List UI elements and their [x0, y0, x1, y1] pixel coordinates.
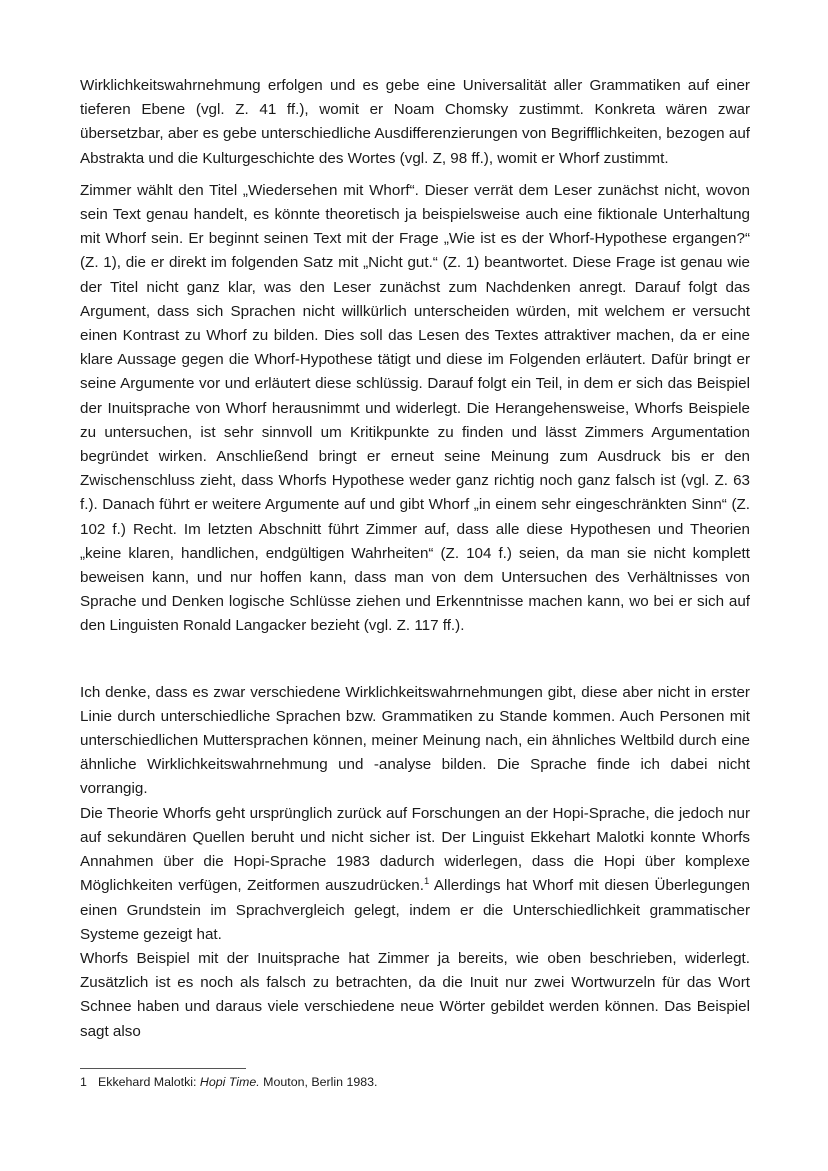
footnote	[80, 1073, 750, 1091]
paragraph-hopi	[80, 802, 750, 947]
footnote-number: 1	[80, 1075, 87, 1089]
footnote-title: Hopi Time.	[199, 1075, 260, 1089]
paragraph-structure-analysis: Zimmer wählt den Titel „Wiedersehen mit Whorf“. Dieser verrät dem Leser zunächst nicht, wovon sein Text genau handelt, es könnte theoretisch ja beispielsweise auch eine fiktionale Unterhaltung mit Whorf sein. Er beginnt seinen Text mit der Frage „Wie ist es der Whorf-Hypothese ergangen?“ (Z. 1), die er direkt im folgenden Satz mit „Nicht gut.“ (Z. 1) beantwortet. Diese Frage ist genau wie der Titel nicht ganz klar, was den Leser zunächst zum Nachdenken anregt. Darauf folgt das Argument, dass sich Sprachen nicht willkürlich unterscheiden würden, mit welchem er versucht einen Kontrast zu Whorf zu bilden. Dies soll das Lesen des Textes attraktiver machen, da er eine klare Aussage gegen die Whorf-Hypothese tätigt und diese im Folgenden erläutert. Dafür bringt er seine Argumente vor und erläutert diese schlüssig. Darauf folgt ein Teil, in dem er sich das Beispiel der Inuitsprache von Whorf herausnimmt und widerlegt. Die Herangehensweise, Whorfs Beispiele zu untersuchen, ist sehr sinnvoll um Kritikpunkte zu finden und lässt Zimmers Argumentation begründet wirken. Anschließend bringt er erneut seine Meinung zum Ausdruck bis er den Zwischenschluss zieht, dass Whorfs Hypothese weder ganz richtig noch ganz falsch ist (vgl. Z. 63 f.). Danach führt er weitere Argumente auf und gibt Whorf „in einem sehr eingeschränkten Sinn“ (Z. 102 f.) Recht. Im letzten Abschnitt führt Zimmer auf, dass alle diese Hypothesen und Theorien „keine klaren, handlichen, endgültigen Wahrheiten“ (Z. 104 f.) seien, da man sie nicht komplett beweisen kann, und nur hoffen kann, dass man von dem Untersuchen des Verhältnisses von Sprache und Denken logische Schlüsse ziehen und Erkenntnisse machen kann, wo bei er sich auf den Linguisten Ronald Langacker bezieht (vgl. Z. 117 ff.).	[80, 181, 750, 635]
footnote-divider	[80, 1068, 246, 1069]
footnote-reference[interactable]: 1	[423, 876, 430, 888]
paragraph-summary-end: Wirklichkeitswahrnehmung erfolgen und es gebe eine Universalität aller Grammatiken auf einer tieferen Ebene (vgl. Z. 41 ff.), womit er Noam Chomsky zustimmt. Konkreta wären zwar übersetzbar, aber es gebe unterschiedliche Ausdifferenzierungen von Begrifflichkeiten, bezogen auf Abstrakta und die Kulturgeschichte des Wortes (vgl. Z, 98 ff.), womit er Whorf zustimmt.	[80, 77, 750, 167]
paragraph-hopi-text: Die Theorie Whorfs geht ursprünglich zurück auf Forschungen an der Hopi-Sprache, die jedoch nur auf sekundären Quellen beruht und nicht sicher ist. Der Linguist Ekkehart Malotki konnte Whorfs Annahmen über die Hopi-Sprache 1983 dadurch widerlegen, dass die Hopi über komplexe Möglichkeiten verfügen, Zeitformen auszudrücken.	[80, 804, 750, 895]
footnote-publisher: Mouton, Berlin 1983.	[259, 1075, 378, 1089]
paragraph-inuit: Whorfs Beispiel mit der Inuitsprache hat Zimmer ja bereits, wie oben beschrieben, widerlegt. Zusätzlich ist es noch als falsch zu betrachten, da die Inuit nur zwei Wortwurzeln für das Wort Schnee haben und daraus viele verschiedene neue Wörter gebildet werden können. Das Beispiel sagt also	[80, 949, 750, 1040]
footnote-author: Ekkehard Malotki:	[98, 1075, 200, 1089]
paragraph-hopi-text-continued: Allerdings hat Whorf mit diesen Überlegungen einen Grundstein im Sprachvergleich gelegt, indem er die Unterschiedlichkeit grammatischer Systeme gezeigt hat.	[80, 877, 750, 943]
paragraph-own-opinion: Ich denke, dass es zwar verschiedene Wirklichkeitswahrnehmungen gibt, diese aber nicht in erster Linie durch unterschiedliche Sprachen bzw. Grammatiken zu Stande kommen. Auch Personen mit unterschiedlichen Muttersprachen können, meiner Meinung nach, ein ähnliches Weltbild durch eine ähnliche Wirklichkeitswahrnehmung und -analyse bilden. Die Sprache finde ich dabei nicht vorrangig.	[80, 683, 750, 798]
document-body	[80, 74, 750, 1044]
